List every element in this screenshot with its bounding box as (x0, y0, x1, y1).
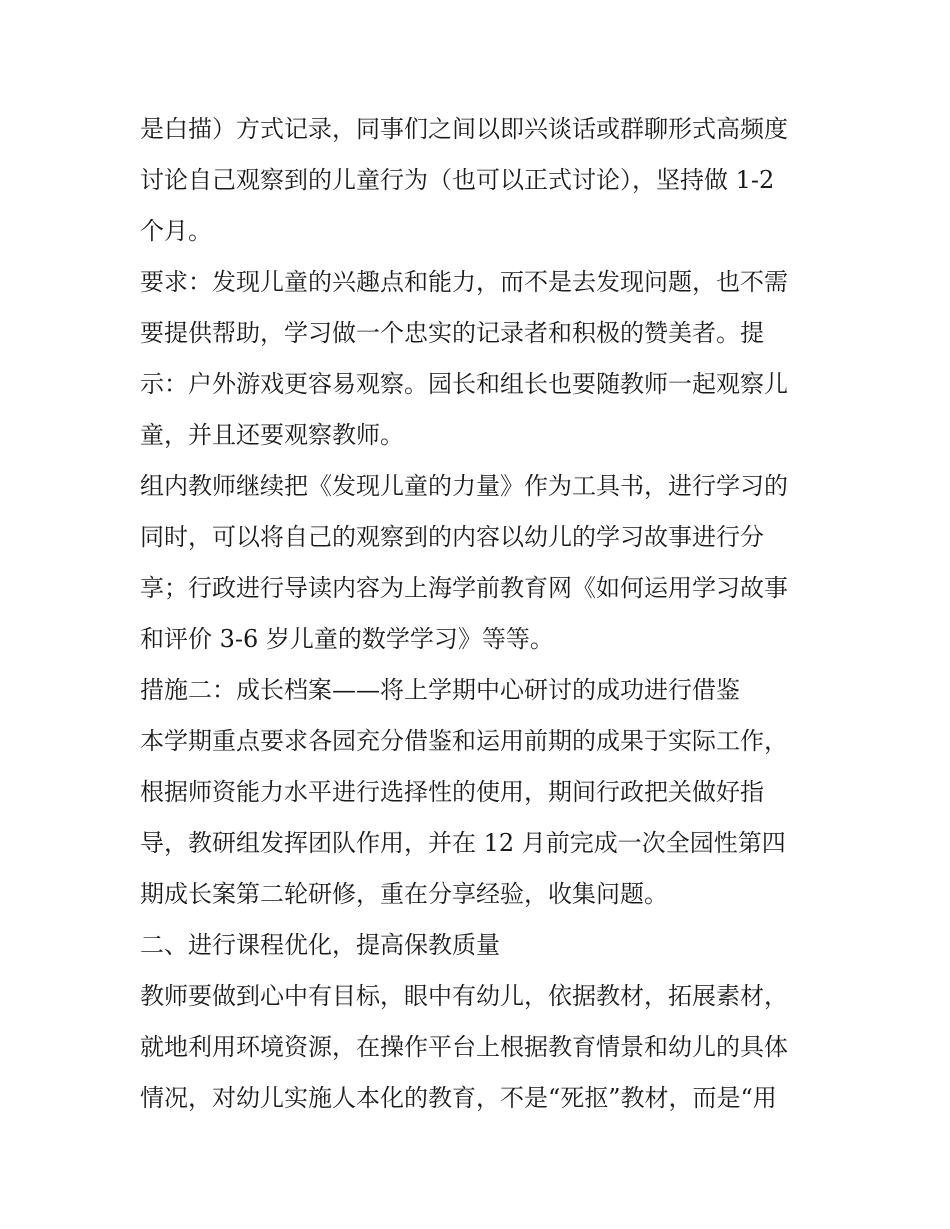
text-line: 组内教师继续把《发现儿童的力量》作为工具书，进行学习的 (140, 472, 788, 500)
text-line: 导，教研组发挥团队作用，并在 12 月前完成一次全园性第四 (140, 829, 786, 857)
text-line: 本学期重点要求各园充分借鉴和运用前期的成果于实际工作， (140, 727, 788, 755)
text-line: 讨论自己观察到的儿童行为（也可以正式讨论），坚持做 1-2 (140, 166, 775, 194)
text-line: 个月。 (140, 217, 212, 245)
text-line: 要求：发现儿童的兴趣点和能力，而不是去发现问题，也不需 (140, 268, 788, 296)
text-line: 和评价 3-6 岁儿童的数学学习》等等。 (140, 625, 554, 653)
text-line: 示：户外游戏更容易观察。园长和组长也要随教师一起观察儿 (140, 370, 788, 398)
text-line: 就地利用环境资源，在操作平台上根据教育情景和幼儿的具体 (140, 1033, 788, 1061)
text-line: 情况，对幼儿实施人本化的教育，不是“死抠”教材，而是“用 (140, 1084, 777, 1112)
text-line: 同时，可以将自己的观察到的内容以幼儿的学习故事进行分 (140, 523, 764, 551)
text-line: 是白描）方式记录，同事们之间以即兴谈话或群聊形式高频度 (140, 115, 788, 143)
document-body (140, 104, 820, 1124)
text-line: 童，并且还要观察教师。 (140, 421, 404, 449)
text-line: 要提供帮助，学习做一个忠实的记录者和积极的赞美者。提 (140, 319, 764, 347)
text-line: 享；行政进行导读内容为上海学前教育网《如何运用学习故事 (140, 574, 788, 602)
text-line: 根据师资能力水平进行选择性的使用，期间行政把关做好指 (140, 778, 764, 806)
section-heading: 二、进行课程优化，提高保教质量 (140, 931, 500, 959)
text-line: 教师要做到心中有目标，眼中有幼儿，依据教材，拓展素材， (140, 982, 788, 1010)
text-line: 期成长案第二轮研修，重在分享经验，收集问题。 (140, 880, 668, 908)
section-heading: 措施二：成长档案——将上学期中心研讨的成功进行借鉴 (140, 676, 740, 704)
